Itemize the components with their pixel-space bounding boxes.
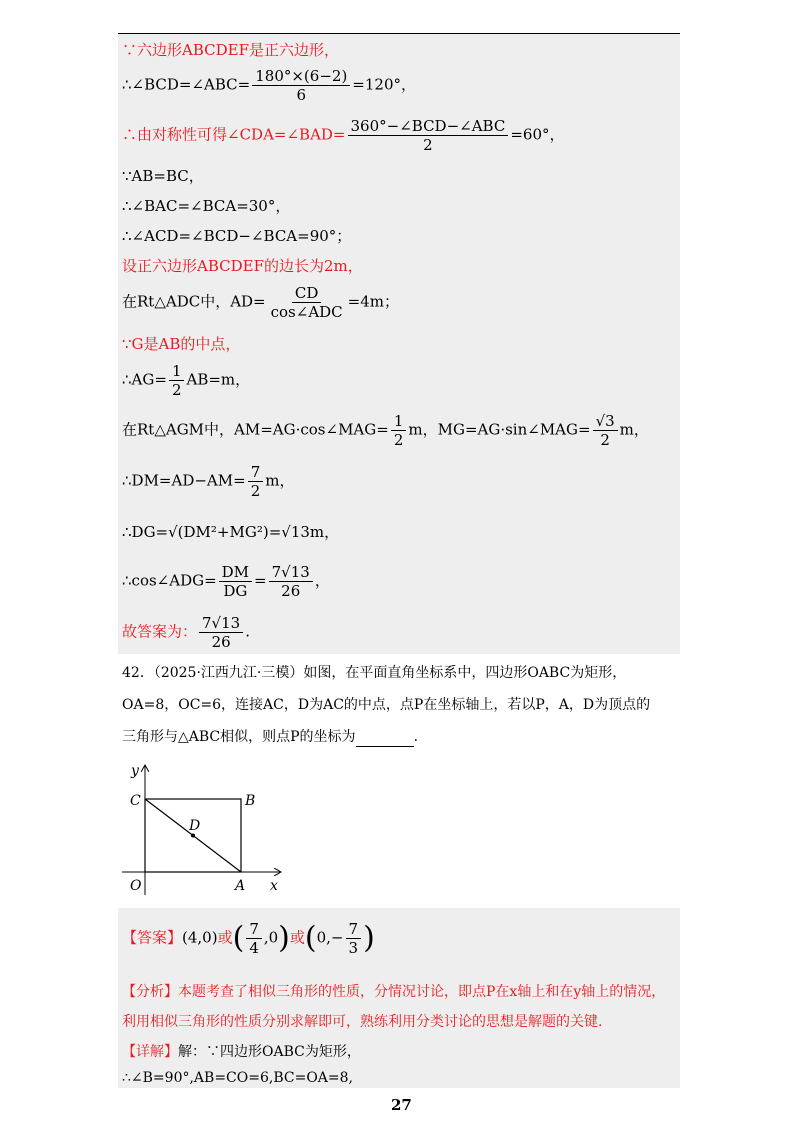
point-d: [191, 834, 195, 838]
label-d: D: [189, 818, 201, 834]
analysis-line-1: [122, 982, 665, 1002]
numerator: 180°×(6−2): [252, 67, 350, 86]
fraction: [246, 920, 262, 957]
sol-line-12-pre: ∴DM=AD−AM=: [122, 471, 246, 490]
page-number: 27: [391, 1096, 412, 1114]
label-o: O: [130, 878, 142, 894]
numerator: √3: [593, 412, 618, 431]
sol-line-12-post: m，: [265, 471, 295, 490]
denominator: 6: [296, 86, 307, 104]
sol-line-12: [122, 463, 294, 500]
denominator: 26: [281, 582, 301, 600]
label-y: y: [131, 763, 139, 779]
analysis-tag: 【分析】: [122, 984, 178, 1000]
numerator: 360°−∠BCD−∠ABC: [348, 117, 509, 136]
fraction: [219, 563, 252, 600]
denominator: 3: [348, 939, 359, 957]
sol-line-11-post: m，: [619, 420, 649, 439]
question-line-3-text: 三角形与△ABC相似，则点P的坐标为: [122, 729, 356, 745]
answer-blank: [356, 732, 414, 747]
fraction: [252, 67, 350, 104]
denominator: cos∠ADC: [270, 303, 343, 321]
denominator: 2: [423, 136, 433, 154]
sol-line-2-pre: ∴∠BCD=∠ABC=: [122, 75, 251, 94]
fraction: [391, 412, 407, 449]
fraction: [268, 284, 346, 321]
denominator: 2: [171, 381, 182, 399]
denominator: 2: [250, 482, 261, 500]
sol-line-3: [122, 117, 564, 154]
sol-line-11-mid: m，MG=AG·sin∠MAG=: [408, 420, 591, 439]
numerator: CD: [292, 284, 322, 303]
answer-or-1: 或: [217, 928, 233, 947]
sol-line-10-post: AB=m，: [186, 370, 251, 389]
answer-point-3: 0,−: [316, 928, 344, 947]
sol-line-8-pre: 在Rt△ADC中，AD=: [122, 292, 266, 311]
label-x: x: [270, 878, 278, 894]
denominator: DG: [223, 582, 248, 600]
numerator: 7√13: [199, 614, 243, 633]
fraction: [593, 412, 618, 449]
sol-line-7: 设正六边形ABCDEF的边长为2m，: [122, 257, 363, 275]
question-line-2: OA=8，OC=6，连接AC，D为AC的中点，点P在坐标轴上，若以P，A，D为顶点的: [122, 697, 651, 713]
sol-line-5: ∴∠BAC=∠BCA=30°，: [122, 197, 291, 215]
sol-line-14: [122, 563, 330, 600]
sol-line-15: [122, 614, 250, 651]
label-b: B: [245, 793, 256, 809]
denominator: 2: [393, 431, 404, 449]
numerator: 1: [169, 362, 185, 381]
sol-line-6: ∴∠ACD=∠BCD−∠BCA=90°；: [122, 227, 352, 245]
answer-tag: 【答案】: [122, 928, 183, 947]
sol-line-8: [122, 284, 399, 321]
answer-or-2: 或: [289, 928, 305, 947]
sol-line-10: [122, 362, 250, 399]
coordinate-figure: [110, 760, 300, 900]
fraction: [346, 920, 362, 957]
answer-line: [122, 920, 375, 957]
answer-point-2: (: [232, 920, 245, 956]
sol-line-8-post: =4m；: [347, 292, 400, 311]
sol-line-2-post: =120°，: [352, 75, 416, 94]
question-line-3: [122, 727, 418, 747]
sol-line-14-pre: ∴cos∠ADG=: [122, 571, 217, 590]
numerator: 7: [248, 463, 264, 482]
fraction: [199, 614, 243, 651]
sol-line-2: [122, 67, 416, 104]
numerator: 7√13: [269, 563, 313, 582]
question-line-3-end: .: [413, 729, 419, 745]
detail-line-1: [122, 1042, 361, 1062]
denominator: 26: [211, 633, 231, 651]
sol-line-3-post: =60°，: [510, 125, 565, 144]
analysis-text-1: 本题考查了相似三角形的性质，分情况讨论，即点P在x轴上和在y轴上的情况，: [178, 984, 666, 1000]
sol-line-14-post: ，: [314, 571, 330, 590]
sol-line-15-pre: 故答案为：: [122, 622, 198, 641]
sol-line-9: ∵G是AB的中点，: [122, 335, 241, 353]
fraction: [169, 362, 185, 399]
equals-sign: =: [254, 571, 267, 590]
label-c: C: [130, 793, 141, 809]
sol-line-1: ∵六边形ABCDEF是正六边形，: [122, 41, 339, 59]
paren-close: ): [278, 920, 290, 956]
denominator: 2: [600, 431, 610, 449]
fraction: [248, 463, 264, 500]
question-line-1: 42．（2025·江西九江·三模）如图，在平面直角坐标系中，四边形OABC为矩形，: [122, 665, 627, 681]
detail-line-2: ∴∠B=90°,AB=CO=6,BC=OA=8,: [122, 1070, 353, 1086]
sol-line-10-pre: ∴AG=: [122, 370, 167, 389]
sol-line-3-pre: ∴由对称性可得∠CDA=∠BAD=: [122, 125, 346, 144]
label-a: A: [235, 878, 246, 894]
paren-open: (: [304, 920, 317, 956]
analysis-line-2: 利用相似三角形的性质分别求解即可，熟练利用分类讨论的思想是解题的关键.: [122, 1014, 603, 1030]
numerator: 7: [346, 920, 362, 939]
detail-text-1: 解：∵四边形OABC为矩形，: [178, 1044, 361, 1060]
sol-line-15-post: .: [245, 622, 250, 641]
fraction: [348, 117, 509, 154]
detail-tag: 【详解】: [122, 1044, 178, 1060]
denominator: 4: [249, 939, 259, 957]
numerator: DM: [219, 563, 252, 582]
sol-line-13: ∴DG=√(DM²+MG²)=√13m，: [122, 523, 340, 541]
numerator: 1: [391, 412, 407, 431]
answer-point-1: (4,0): [182, 928, 218, 947]
paren-close: ): [363, 920, 375, 956]
sol-line-11-pre: 在Rt△AGM中，AM=AG·cos∠MAG=: [122, 420, 389, 439]
numerator: 7: [246, 920, 262, 939]
sol-line-11: [122, 412, 649, 449]
sol-line-4: ∵AB=BC，: [122, 167, 204, 185]
fraction: [269, 563, 313, 600]
answer-point-2-rest: ,0: [263, 928, 279, 947]
